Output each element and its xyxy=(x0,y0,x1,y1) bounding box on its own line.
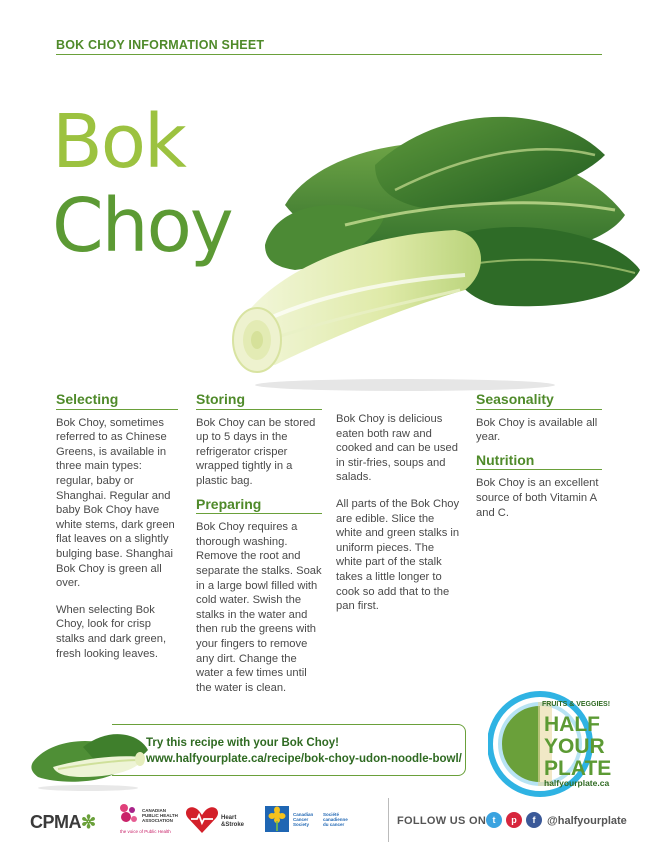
storing-preparing-section xyxy=(196,392,322,707)
nutrition-heading: Nutrition xyxy=(476,453,602,471)
bok-choy-image xyxy=(225,95,645,395)
sheet-header-label: BOK CHOY INFORMATION SHEET xyxy=(56,38,265,52)
small-bok-choy-image xyxy=(28,722,153,792)
preparing-heading: Preparing xyxy=(196,497,322,515)
cpha-logo xyxy=(118,802,190,838)
cpha-line-1: CANADIAN xyxy=(142,808,166,813)
cooking-section xyxy=(336,412,462,626)
hyp-line-2: YOUR xyxy=(544,735,605,758)
recipe-link[interactable]: www.halfyourplate.ca/recipe/bok-choy-udon-noodle-bowl/ xyxy=(146,753,462,765)
title-line-1: Bok xyxy=(52,99,185,185)
recipe-title: Try this recipe with your Bok Choy! xyxy=(146,737,339,749)
facebook-icon[interactable]: f xyxy=(526,812,542,828)
cancer-fr-line-1: Société xyxy=(323,812,340,817)
cancer-fr-line-3: du cancer xyxy=(323,822,345,827)
seasonality-heading: Seasonality xyxy=(476,392,602,410)
cancer-en-line-1: Canadian xyxy=(293,812,314,817)
header-rule xyxy=(56,54,602,55)
cpha-line-2: PUBLIC HEALTH xyxy=(142,813,178,818)
cpha-mark-icon xyxy=(118,802,140,828)
nutrition-paragraph: Bok Choy is an excellent source of both Vitamin A and C. xyxy=(476,477,599,519)
seasonality-nutrition-section xyxy=(476,392,602,532)
selecting-paragraph-2: When selecting Bok Choy, look for crisp stalks and dark green, fresh looking leaves. xyxy=(56,603,167,660)
pinterest-icon[interactable]: p xyxy=(506,812,522,828)
hyp-line-3: PLATE xyxy=(544,757,612,780)
heart-line-2: &Stroke xyxy=(221,821,245,828)
cooking-paragraph-1: Bok Choy is delicious eaten both raw and cooked and can be used in stir-fries, soups and salads. xyxy=(336,413,458,484)
social-handle[interactable]: @halfyourplate xyxy=(547,815,627,827)
page-title xyxy=(52,100,232,268)
preparing-paragraph: Bok Choy requires a thorough washing. Remove the root and separate the stalks. Soak in a large bowl filled with cold water. Swish the stalks in the water and then rub the greens with your fingers to remove any dirt. Change the water a few times until the water is clean. xyxy=(196,521,322,694)
hyp-line-1: HALF xyxy=(544,713,600,736)
heart-line-1: Heart xyxy=(221,815,237,821)
recipe-callout xyxy=(112,724,466,776)
cancer-society-logo xyxy=(265,806,365,836)
cancer-en-line-2: Cancer xyxy=(293,817,309,822)
follow-us-label: FOLLOW US ON xyxy=(397,815,487,827)
cancer-en-line-3: Society xyxy=(293,822,310,827)
footer-divider xyxy=(388,798,389,842)
cpma-text: CPMA xyxy=(30,812,81,832)
cpha-line-3: ASSOCIATION xyxy=(142,818,173,823)
title-line-2: Choy xyxy=(52,183,232,269)
selecting-section xyxy=(56,392,178,673)
twitter-icon[interactable]: t xyxy=(486,812,502,828)
seasonality-paragraph: Bok Choy is available all year. xyxy=(476,416,598,444)
storing-paragraph: Bok Choy can be stored up to 5 days in the refrigerator crisper wrapped tightly in a plastic bag. xyxy=(196,416,316,487)
selecting-heading: Selecting xyxy=(56,392,178,410)
hyp-tagline: FRUITS & VEGGIES! xyxy=(542,701,611,708)
heart-stroke-logo xyxy=(185,806,251,836)
storing-heading: Storing xyxy=(196,392,322,410)
hyp-site: halfyourplate.ca xyxy=(544,778,610,788)
selecting-paragraph-1: Bok Choy, sometimes referred to as Chinese Greens, is available in three main types: regular, baby or Shanghai. Regular and baby Bok Choy have white stems, dark green flat leaves on a slightly bulging base. Shanghai Bok Choy is green all over. xyxy=(56,416,175,590)
cancer-fr-line-2: canadienne xyxy=(323,817,348,822)
cpma-logo xyxy=(30,812,96,833)
half-your-plate-logo xyxy=(488,690,618,798)
cooking-paragraph-2: All parts of the Bok Choy are edible. Slice the white and green stalks in uniform pieces. The white part of the stalk takes a little longer to cook so add that to the pan first. xyxy=(336,497,460,613)
daffodil-logo xyxy=(265,806,289,832)
heart-logo xyxy=(185,806,219,834)
leaf-icon: ✼ xyxy=(81,812,96,832)
cpha-tagline: the voice of Public Health xyxy=(120,829,171,834)
